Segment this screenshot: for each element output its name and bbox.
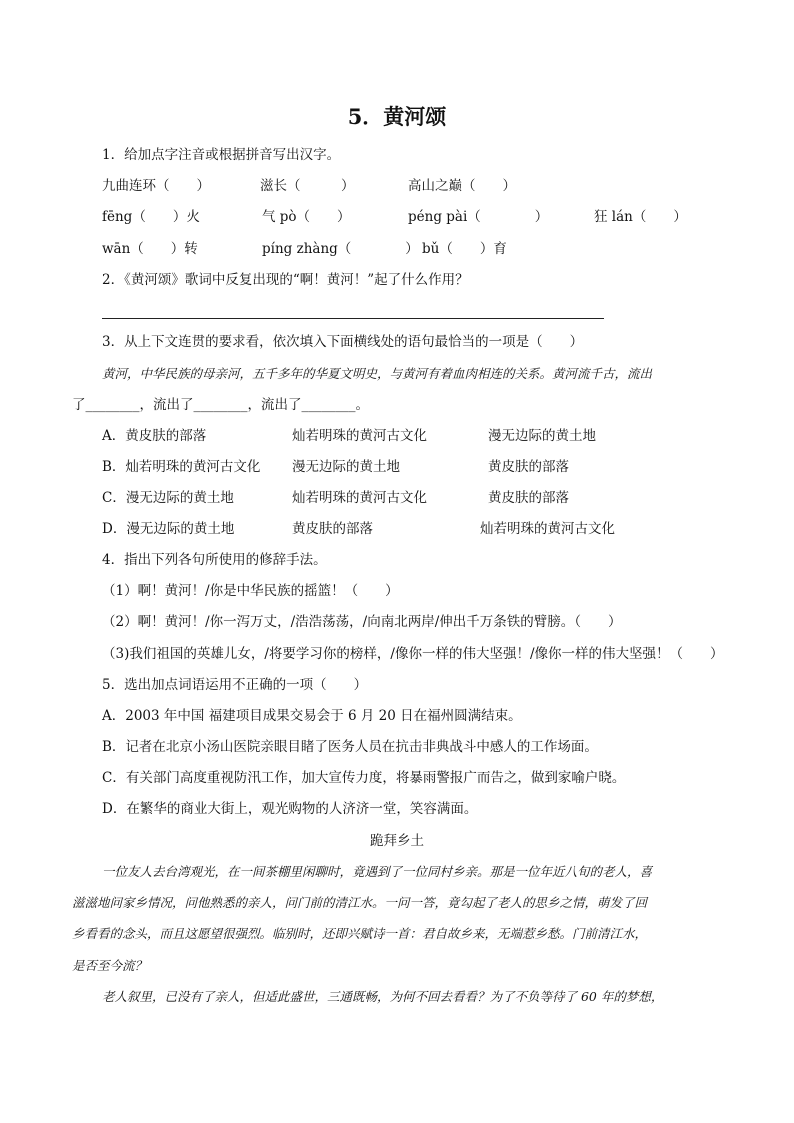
q3-option: A．黄皮肤的部落	[102, 428, 207, 444]
q1-item: wān（ ）转	[102, 241, 198, 257]
q1-item: 气 pò（ ）	[262, 209, 351, 225]
q3-option: D．漫无边际的黄土地	[102, 521, 235, 537]
q1-item: 高山之巅（ ）	[408, 178, 516, 194]
reading-title: 跪拜乡土	[370, 833, 424, 849]
question-1-stem: 1．给加点字注音或根据拼音写出汉字。	[102, 147, 341, 163]
q4-item: （3)我们祖国的英雄儿女，/将要学习你的榜样，/像你一样的伟大坚强！/像你一样的伟大坚强！（ ）	[102, 646, 724, 662]
q5-option: B．记者在北京小汤山医院亲眼目睹了医务人员在抗击非典战斗中感人的工作场面。	[102, 739, 598, 755]
reading-line: 滋滋地问家乡情况，问他熟悉的亲人，问门前的清江水。一问一答，竟勾起了老人的思乡之情，萌发了回	[72, 895, 648, 910]
reading-line: 一位友人去台湾观光，在一间茶棚里闲聊时，竟遇到了一位同村乡亲。那是一位年近八旬的老人，喜	[102, 864, 653, 879]
q1-item: 滋长（ ）	[260, 178, 355, 194]
q3-option: C．漫无边际的黄土地	[102, 490, 234, 506]
q4-item: （2）啊！黄河！/你一泻万丈，/浩浩荡荡，/向南北两岸/伸出千万条铁的臂膀。（ ）	[102, 614, 622, 630]
reading-line: 老人叙里，已没有了亲人，但适此盛世，三通既畅，为何不回去看看？为了不负等待了 60 年的梦想，	[102, 989, 664, 1004]
q3-option: 灿若明珠的黄河古文化	[480, 521, 615, 537]
q5-option: D．在繁华的商业大街上，观光购物的人济济一堂，笑容满面。	[102, 801, 478, 817]
q1-item: píng zhàng（ ）	[262, 241, 419, 257]
q1-item: 狂 lán（ ）	[594, 209, 687, 225]
q3-option: 漫无边际的黄土地	[292, 459, 400, 475]
q3-option: B．灿若明珠的黄河古文化	[102, 459, 261, 475]
q4-item: （1）啊！黄河！/你是中华民族的摇篮！（ ）	[102, 583, 399, 599]
q1-item: péng pài（ ）	[408, 209, 549, 225]
q1-item: fēng（ ）火	[102, 209, 200, 225]
q1-item: 九曲连环（ ）	[102, 178, 210, 194]
page-title: 5．黄河颂	[347, 104, 447, 129]
q3-option: 灿若明珠的黄河古文化	[292, 428, 427, 444]
question-5-stem: 5．选出加点词语运用不正确的一项（ ）	[102, 677, 368, 693]
question-3-stem: 3．从上下文连贯的要求看，依次填入下面横线处的语句最恰当的一项是（ ）	[102, 334, 584, 350]
q3-option: 黄皮肤的部落	[292, 521, 373, 537]
question-4-stem: 4．指出下列各句所使用的修辞手法。	[102, 552, 327, 568]
q3-passage-line: 了________，流出了________，流出了________。	[72, 397, 369, 413]
q3-option: 黄皮肤的部落	[488, 490, 569, 506]
q3-passage-line: 黄河，中华民族的母亲河，五千多年的华夏文明史，与黄河有着血肉相连的关系。黄河流千古，流出	[102, 366, 653, 381]
q5-option: A．2003 年中国 福建项目成果交易会于 6 月 20 日在福州圆满结束。	[102, 708, 522, 724]
q5-option: C．有关部门高度重视防汛工作，加大宣传力度，将暴雨警报广而告之，做到家喻户晓。	[102, 770, 626, 786]
reading-line: 乡看看的念头，而且这愿望很强烈。临别时，还即兴赋诗一首：君自故乡来，无端惹乡愁。门前清江水，	[72, 926, 648, 941]
reading-line: 是否至今流？	[72, 958, 148, 973]
q1-item: bǔ（ ）育	[422, 241, 507, 257]
q3-option: 漫无边际的黄土地	[488, 428, 596, 444]
question-2-stem: 2．《黄河颂》歌词中反复出现的“啊！黄河！”起了什么作用？	[102, 272, 469, 288]
q3-option: 黄皮肤的部落	[488, 459, 569, 475]
q3-option: 灿若明珠的黄河古文化	[292, 490, 427, 506]
answer-line	[102, 318, 604, 319]
